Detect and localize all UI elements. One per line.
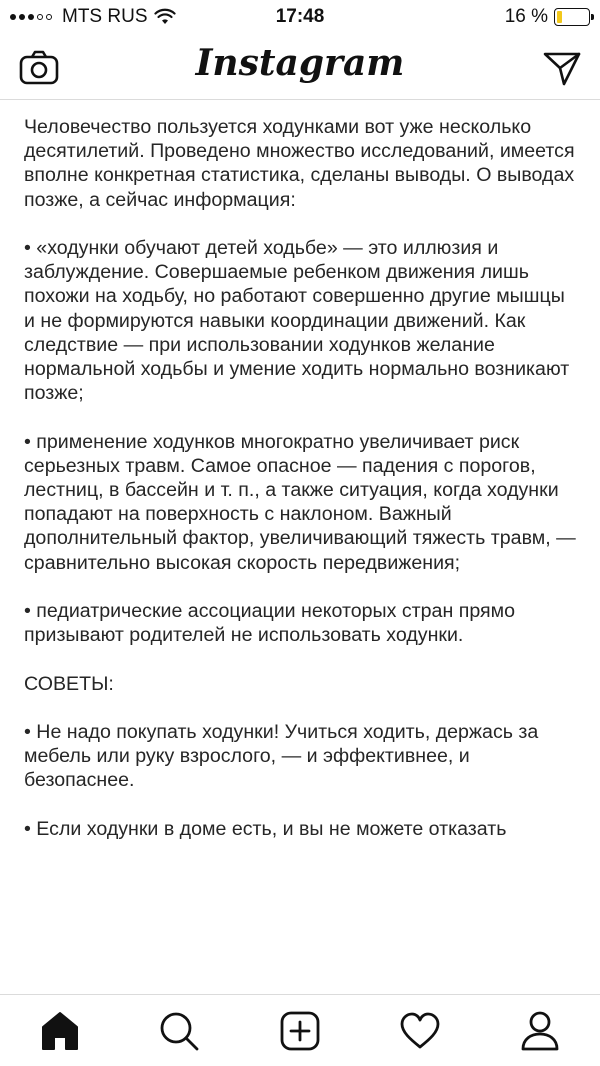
caption-paragraph: • Не надо покупать ходунки! Учиться ходить, держась за мебель или руку взрослого, — и эффективнее, и безопаснее. [24, 721, 539, 792]
status-bar [0, 0, 600, 36]
carrier-name: MTS RUS [62, 6, 148, 27]
status-time: 17:48 [275, 6, 325, 27]
tab-add-post[interactable] [278, 1009, 322, 1053]
battery-percent: 16 % [504, 6, 548, 27]
caption-paragraph: • Если ходунки в доме есть, и вы не можете отказать [24, 817, 507, 840]
post-caption [0, 100, 600, 994]
caption-paragraph: • «ходунки обучают детей ходьбе» — это иллюзия и заблуждение. Совершаемые ребенком движения лишь похожи на ходьбу, но работают совершенно другие мышцы и не формируются навыки координации движений. Как следствие — при использовании ходунков желание нормальной ходьбы и умение ходить нормально возникают позже; [24, 237, 570, 405]
heart-icon[interactable] [398, 1009, 442, 1053]
paper-plane-icon[interactable] [542, 48, 582, 88]
caption-paragraph: • педиатрические ассоциации некоторых стран прямо призывают родителей не использовать ходунки. [24, 600, 515, 647]
battery-fill [557, 11, 562, 23]
tab-search[interactable] [157, 1009, 201, 1053]
profile-icon[interactable] [518, 1009, 562, 1053]
home-icon[interactable] [38, 1009, 82, 1053]
caption-paragraph: Человечество пользуется ходунками вот уже несколько десятилетий. Проведено множество исследований, имеется вполне конкретная статистика, сделаны выводы. О выводах позже, а сейчас информация: [24, 116, 575, 211]
add-post-icon[interactable] [278, 1009, 322, 1053]
caption-heading: СОВЕТЫ: [24, 672, 114, 695]
caption-paragraph: • применение ходунков многократно увеличивает риск серьезных травм. Самое опасное — падения с порогов, лестниц, в бассейн и т. п., а также ситуация, когда ходунки попадают на поверхность с наклоном. Важный дополнительный фактор, увеличивающий тяжесть травм, — сравнительно высокая скорость передвижения; [24, 430, 576, 574]
tab-activity[interactable] [398, 1009, 442, 1053]
battery-icon [554, 8, 590, 26]
app-header [0, 36, 600, 100]
tab-home[interactable] [38, 1009, 82, 1053]
tab-profile[interactable] [518, 1009, 562, 1053]
status-right [505, 6, 590, 28]
search-icon[interactable] [157, 1009, 201, 1053]
instagram-logo[interactable]: Instagram [195, 42, 405, 84]
bottom-tab-bar [0, 994, 600, 1066]
